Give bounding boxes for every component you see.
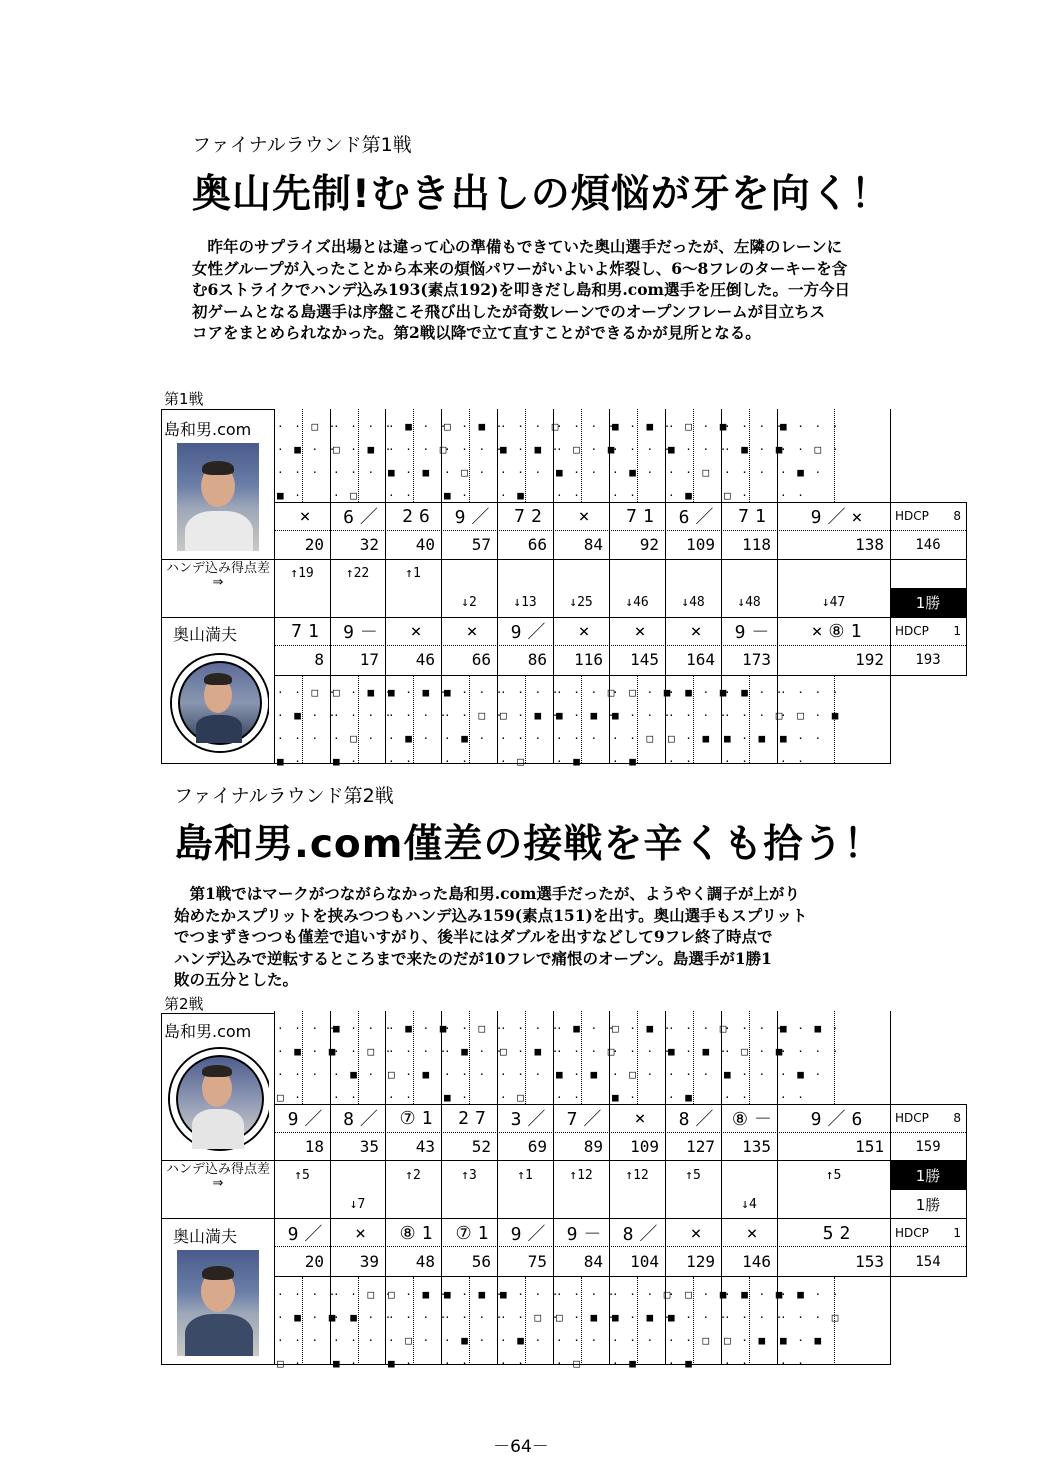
diff-up	[330, 1161, 385, 1190]
frame-score: 118	[742, 535, 771, 554]
hdcp-cell	[890, 1219, 966, 1247]
pin-diagram: □ · ■ · · · · · · □ · ■ ·	[612, 1022, 673, 1104]
frame-score: 17	[359, 650, 379, 669]
frame-score: 66	[471, 650, 491, 669]
diff-down: ↓13	[513, 595, 537, 610]
frame-score: 104	[630, 1252, 659, 1271]
diff-up: ↑1	[405, 566, 421, 581]
frame-score: 48	[415, 1252, 435, 1271]
article1-line: 初ゲームとなる島選手は序盤こそ飛び出したが奇数レーンでのオープンフレームが目立ちス	[192, 301, 826, 321]
diff-down: ↓4	[741, 1197, 757, 1212]
game1-player2-photo	[166, 649, 269, 757]
frame-score: 84	[583, 1252, 603, 1271]
game2-player2-name: 奥山満夫	[173, 1227, 238, 1246]
frame-mark: 9／	[510, 622, 552, 643]
pin-diagram: · ■ · · · · ■ · ■ · ·	[388, 420, 432, 502]
diff-up	[721, 559, 777, 588]
diff-up: ↑12	[625, 1168, 649, 1183]
diff-down	[274, 1190, 330, 1219]
result-p1	[890, 559, 966, 588]
frame-mark: ×	[578, 505, 596, 527]
frame-mark: 9－	[734, 622, 776, 643]
pin-diagram: · · · ■ · ■ · · · · ■	[500, 420, 544, 502]
game2-diff-label: ハンデ込み得点差⇒	[165, 1162, 270, 1191]
frame-score: 116	[574, 650, 603, 669]
article1-line: コアをまとめられなかった。第2戦以降で立て直すことができるかが見所となる。	[192, 323, 761, 342]
frame-mark: 72	[514, 505, 548, 527]
diff-up	[721, 1161, 777, 1190]
frame-mark: 8／	[343, 1109, 384, 1130]
frame-mark: ×	[634, 620, 652, 642]
diff-up: ↑1	[517, 1168, 533, 1183]
frame-mark: 7／	[566, 1109, 608, 1130]
pin-diagram: · · □ · · ■ · · · · · ■ ·	[444, 1022, 505, 1104]
pin-diagram: · ■ · · · · · □ ■ · ■ · ·	[556, 1022, 617, 1104]
diff-up	[609, 559, 665, 588]
frame-mark: 6／	[678, 507, 720, 528]
frame-mark: 6／	[343, 507, 384, 528]
diff-down	[330, 588, 385, 617]
diff-up	[553, 559, 609, 588]
pin-diagram: · ■ · ■ · · · · □ · ■ · ·	[724, 1288, 785, 1370]
frame-mark: ⑦1	[399, 1107, 439, 1129]
game1-player1-name: 島和男.com	[164, 420, 252, 439]
result-p2: 1勝	[915, 1196, 941, 1214]
diff-down: ↓2	[461, 595, 477, 610]
frame-score: 20	[304, 535, 324, 554]
frame-score: 192	[855, 650, 884, 669]
pin-diagram: ■ · ■ · · · · · · ■ · · ·	[780, 1022, 841, 1104]
frame-score: 32	[359, 535, 379, 554]
diff-down: ↓47	[821, 595, 846, 610]
diff-up: ↑2	[405, 1168, 421, 1183]
pin-diagram: · □ · ■ ■ · · · · · □ · ■	[668, 1288, 729, 1370]
diff-down	[777, 1190, 890, 1219]
hdcp-value: 8	[953, 1111, 961, 1125]
pin-diagram: ■ · · · · · □ · · ■ · · ·	[333, 1022, 394, 1104]
pin-diagram: · · · ■ · ■ · · · · ■	[556, 686, 600, 768]
frame-mark: 27	[458, 1107, 492, 1129]
article2-line: ハンデ込みで逆転するところまで来たのだが10フレで痛恨のオープン。島選手が1勝1	[174, 948, 772, 968]
pin-diagram: □ · ■ · · · · · · □ · ■ ·	[388, 1288, 449, 1370]
pin-diagram: · ■ · · · · □ · ■ · ·	[668, 686, 712, 768]
hdcp-label: HDCP	[895, 1226, 929, 1240]
diff-down: ↓25	[569, 595, 593, 610]
article2-headline: 島和男.com僅差の接戦を辛くも拾う！	[174, 822, 884, 867]
pin-diagram: □ · ■ · · · · □ · ■ ·	[444, 420, 488, 502]
pin-diagram: ■ · · · · □ · ■ · · ·	[444, 686, 488, 768]
article2-line: 始めたかスプリットを挟みつつもハンデ込み159(素点151)を出す。奥山選手もスプリット	[174, 905, 808, 925]
article2-body	[174, 883, 984, 991]
diff-up	[497, 559, 553, 588]
pin-diagram: · · · □ · ■ · · · · □	[333, 420, 377, 502]
frame-mark: 9／	[287, 1224, 329, 1245]
pin-diagram: · □ · ■ · · · · □ · ■	[612, 686, 656, 768]
frame-score: 39	[359, 1252, 379, 1271]
game1-label: 第1戦	[164, 390, 204, 408]
frame-score: 84	[583, 535, 603, 554]
pin-diagram: · ■ · · · · · □ ■ · ■ · ·	[780, 1288, 841, 1370]
result-p1: 1勝	[890, 1161, 966, 1190]
game2-player1-photo	[166, 1045, 269, 1153]
game1-player2-name: 奥山満夫	[173, 625, 238, 644]
frame-score: 146	[742, 1252, 771, 1271]
frame-mark: ×	[410, 620, 428, 642]
game2-player2-photo	[177, 1250, 259, 1356]
diff-down	[385, 588, 441, 617]
frame-mark: ⑧1	[399, 1222, 439, 1244]
pin-diagram: ■ · · · · · □ · · ■ · · ·	[500, 1288, 561, 1370]
frame-mark: 26	[402, 505, 436, 527]
frame-score: 35	[359, 1137, 379, 1156]
frame-mark: ×	[690, 1222, 708, 1244]
diff-down	[385, 1190, 441, 1219]
total-score: 193	[915, 651, 941, 668]
hdcp-label: HDCP	[895, 509, 929, 523]
frame-score: 66	[527, 535, 547, 554]
frame-score: 40	[415, 535, 435, 554]
frame-score: 153	[855, 1252, 884, 1271]
frame-mark: ×	[466, 620, 484, 642]
frame-mark: 71	[626, 505, 660, 527]
diff-up: ↑5	[685, 1168, 701, 1183]
pin-diagram: · · · · · □ · ■ ■ · · · ·	[724, 1022, 785, 1104]
frame-score: 46	[415, 650, 435, 669]
diff-down	[274, 588, 330, 617]
pin-diagram: · · · · □ · ■ · · · ·	[556, 420, 600, 502]
diff-up: ↑19	[290, 566, 314, 581]
pin-diagram: · □ · ■ · · · · □ · ■	[668, 420, 712, 502]
pin-diagram: · · □ · · ■ · · · · · ■ ·	[333, 1288, 394, 1370]
article2-line: でつまずきつつも僅差で追いすがり、後半にはダブルを出すなどして9フレ終了時点で	[174, 927, 773, 946]
frame-mark: ×	[578, 620, 596, 642]
article2-line: 敗の五分とした。	[174, 970, 299, 989]
frame-mark: 9－	[343, 622, 384, 643]
diff-down	[665, 1190, 721, 1219]
article1-body	[192, 236, 1002, 344]
diff-up	[777, 559, 890, 588]
frame-mark: ×⑧1	[811, 620, 868, 642]
diff-up: ↑5	[825, 1168, 842, 1183]
article1-line: む6ストライクでハンデ込み193(素点192)を叩きだし島和男.com選手を圧倒した。一方今日	[192, 280, 850, 299]
hdcp-value: 1	[953, 624, 961, 638]
pin-diagram: · · · □ · ■ · · · · □	[500, 686, 544, 768]
pin-diagram: · · □ · ■ · · · · ■ ·	[277, 686, 321, 768]
pin-diagram: · ■ · ■ · · · · □ · ■ · ·	[388, 1022, 449, 1104]
pin-diagram: · · · · □ · ■ · · · · · □	[556, 1288, 617, 1370]
frame-score: 86	[527, 650, 547, 669]
total-score: 154	[915, 1253, 941, 1270]
pin-diagram: □ · ■ · · · · □ · ■ ·	[333, 686, 377, 768]
frame-score: 109	[686, 535, 715, 554]
total-score: 159	[915, 1138, 941, 1155]
pin-diagram: · · · □ ■ · ■ · · · · · ■	[668, 1022, 729, 1104]
game1-diff-label: ハンデ込み得点差⇒	[165, 561, 270, 590]
frame-score: 127	[686, 1137, 715, 1156]
frame-mark: 71	[738, 505, 772, 527]
frame-score: 18	[304, 1137, 324, 1156]
pin-diagram: · · · · · ■ · ■ · · · □ ·	[277, 1288, 338, 1370]
pin-diagram: ■ · · · · · □ · · ■ · · ·	[780, 420, 841, 502]
frame-score: 69	[527, 1137, 547, 1156]
diff-up	[441, 559, 497, 588]
pin-diagram: · · · · □ · ■ · · · · · □	[500, 1022, 561, 1104]
pin-diagram: · · · · · □ · ■ ■ · · · ·	[780, 686, 841, 768]
frame-mark: 9／×	[810, 507, 869, 528]
frame-score: 20	[304, 1252, 324, 1271]
result-p2: 1勝	[890, 588, 966, 617]
frame-score: 129	[686, 1252, 715, 1271]
diff-down: ↓7	[349, 1197, 366, 1212]
frame-score: 135	[742, 1137, 771, 1156]
frame-mark: 8／	[622, 1224, 664, 1245]
diff-up: ↑12	[569, 1168, 593, 1183]
article1-headline: 奥山先制!むき出しの煩悩が牙を向く！	[192, 172, 891, 217]
hdcp-cell	[890, 1104, 966, 1132]
total-score: 146	[915, 536, 941, 553]
frame-score: 164	[686, 650, 715, 669]
frame-mark: ×	[634, 1107, 652, 1129]
frame-score: 92	[639, 535, 659, 554]
frame-score: 43	[415, 1137, 435, 1156]
frame-mark: 9－	[566, 1224, 608, 1245]
diff-down	[441, 1190, 497, 1219]
hdcp-cell	[890, 617, 966, 645]
frame-mark: ×	[355, 1222, 372, 1244]
article1-line: 女性グループが入ったことから本来の煩悩パワーがいよいよ炸裂し、6～8フレのターキーを含	[192, 258, 848, 278]
frame-mark: 9／	[454, 507, 496, 528]
diff-up	[665, 559, 721, 588]
diff-down	[553, 1190, 609, 1219]
page-number: －64－	[493, 1437, 549, 1457]
frame-mark: ×	[746, 1222, 764, 1244]
frame-score: 56	[471, 1252, 491, 1271]
frame-score: 173	[742, 650, 771, 669]
hdcp-value: 1	[953, 1226, 961, 1240]
pin-diagram: ■ · ■ · · · · ■ · · ·	[388, 686, 432, 768]
frame-mark: ×	[299, 505, 317, 527]
diff-up: ↑5	[294, 1168, 310, 1183]
pin-diagram: · ■ · · · · ■ · ■ · ·	[724, 686, 768, 768]
frame-mark: ⑦1	[455, 1222, 495, 1244]
pin-diagram: · · □ · ■ · · · · ■ ·	[277, 420, 321, 502]
pin-diagram: · · · · · ■ · ■ · · · □ ·	[277, 1022, 338, 1104]
hdcp-value: 8	[953, 509, 961, 523]
frame-mark: 8／	[678, 1109, 720, 1130]
game2-label: 第2戦	[164, 995, 204, 1013]
diff-down: ↓46	[625, 595, 649, 610]
frame-score: 138	[855, 535, 884, 554]
frame-score: 57	[471, 535, 491, 554]
diff-up: ↑3	[461, 1168, 477, 1183]
hdcp-label: HDCP	[895, 1111, 929, 1125]
pin-diagram: · · · □ ■ · ■ · · · · · ■	[612, 1288, 673, 1370]
frame-score: 151	[855, 1137, 884, 1156]
frame-score: 8	[314, 650, 324, 669]
pin-diagram: ■ · ■ · · · · · · ■ · · ·	[444, 1288, 505, 1370]
frame-score: 145	[630, 650, 659, 669]
diff-up: ↑22	[345, 566, 370, 581]
hdcp-cell	[890, 502, 966, 530]
game1-player1-photo	[177, 443, 259, 551]
frame-mark: 71	[291, 620, 325, 642]
frame-score: 75	[527, 1252, 547, 1271]
frame-score: 89	[583, 1137, 603, 1156]
frame-mark: 52	[822, 1222, 857, 1244]
frame-mark: 3／	[510, 1109, 552, 1130]
pin-diagram: ■ · ■ · · · · ■ · · ·	[612, 420, 656, 502]
diff-down	[497, 1190, 553, 1219]
frame-mark: ⑧－	[731, 1109, 779, 1130]
article2-line: 第1戦ではマークがつながらなかった島和男.com選手だったが、ようやく調子が上がり	[174, 884, 800, 903]
game2-player1-name: 島和男.com	[164, 1022, 252, 1041]
article2-subtitle: ファイナルラウンド第2戦	[174, 785, 394, 807]
article1-line: 昨年のサプライズ出場とは違って心の準備もできていた奥山選手だったが、左隣のレーンに	[192, 237, 843, 256]
diff-down: ↓48	[737, 595, 761, 610]
frame-mark: 9／	[510, 1224, 552, 1245]
diff-down: ↓48	[681, 595, 705, 610]
frame-mark: 9／6	[810, 1109, 869, 1130]
frame-score: 109	[630, 1137, 659, 1156]
frame-score: 52	[471, 1137, 491, 1156]
hdcp-label: HDCP	[895, 624, 929, 638]
frame-mark: 9／	[287, 1109, 329, 1130]
diff-down	[609, 1190, 665, 1219]
frame-mark: ×	[690, 620, 708, 642]
article1-subtitle: ファイナルラウンド第1戦	[192, 134, 412, 156]
pin-diagram: · · · · ■ · · · · □ ·	[724, 420, 768, 502]
